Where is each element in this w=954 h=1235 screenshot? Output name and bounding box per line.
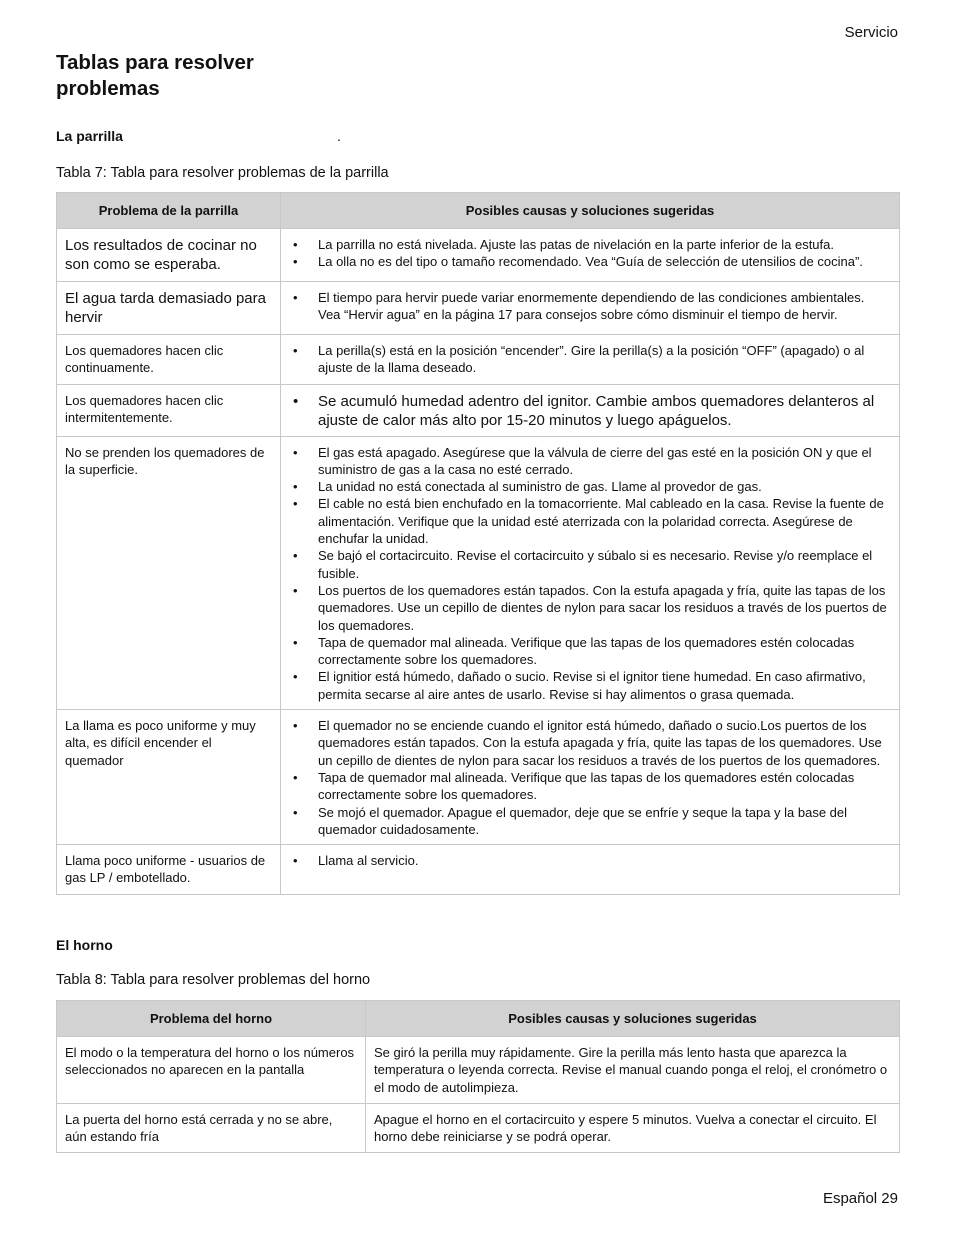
problem-cell: El modo o la temperatura del horno o los números seleccionados no aparecen en la pantalla [57, 1037, 366, 1104]
solutions-cell [281, 845, 900, 895]
table-row [57, 1103, 900, 1153]
table-row [57, 282, 900, 335]
solution-item: • Tapa de quemador mal alineada. Verifique que las tapas de los quemadores estén colocadas correctamente sobre los quemadores. [293, 634, 889, 669]
grill-table-caption: Tabla 7: Tabla para resolver problemas de la parrilla [56, 165, 389, 181]
column-header-problem: Problema del horno [57, 1001, 366, 1037]
solutions-cell [281, 335, 900, 385]
solution-item: • El cable no está bien enchufado en la tomacorriente. Mal cableado en la casa. Revise la fuente de alimentación. Verifique que la unidad esté aterrizada con la polaridad correcta. Asegúrese de enchufar la unidad. [293, 495, 889, 547]
column-header-solutions: Posibles causas y soluciones sugeridas [366, 1001, 900, 1037]
grill-troubleshooting-table [56, 192, 900, 895]
solution-item: • Se mojó el quemador. Apague el quemador, deje que se enfríe y seque la tapa y la base del quemador cuidadosamente. [293, 804, 889, 839]
solution-item: • La olla no es del tipo o tamaño recomendado. Vea “Guía de selección de utensilios de cocina”. [293, 253, 889, 270]
problem-cell: Los quemadores hacen clic intermitentemente. [57, 384, 281, 436]
solution-item: • La parrilla no está nivelada. Ajuste las patas de nivelación en la parte inferior de la estufa. [293, 236, 889, 253]
table-row [57, 845, 900, 895]
solution-item: • Los puertos de los quemadores están tapados. Con la estufa apagada y fría, quite las tapas de los quemadores. Use un cepillo de dientes de nylon para sacar los residuos a través de los puertos de los quemadores. [293, 582, 889, 634]
table-row [57, 229, 900, 282]
problem-cell: Los resultados de cocinar no son como se esperaba. [57, 229, 281, 282]
solutions-cell [281, 710, 900, 845]
solutions-cell [281, 436, 900, 709]
stray-mark: . [337, 128, 341, 144]
table-header-row [57, 193, 900, 229]
solutions-cell [281, 282, 900, 335]
problem-cell: No se prenden los quemadores de la superficie. [57, 436, 281, 709]
problem-cell: El agua tarda demasiado para hervir [57, 282, 281, 335]
solutions-cell [281, 384, 900, 436]
problem-cell: La llama es poco uniforme y muy alta, es difícil encender el quemador [57, 710, 281, 845]
solution-item: • Tapa de quemador mal alineada. Verifique que las tapas de los quemadores estén colocadas correctamente sobre los quemadores. [293, 769, 889, 804]
solution-item: • El gas está apagado. Asegúrese que la válvula de cierre del gas esté en la posición ON y que el suministro de gas a la casa no esté cerrado. [293, 444, 889, 479]
column-header-problem: Problema de la parrilla [57, 193, 281, 229]
oven-section-heading: El horno [56, 937, 113, 953]
solutions-cell [281, 229, 900, 282]
problem-cell: Los quemadores hacen clic continuamente. [57, 335, 281, 385]
solution-item: • Se acumuló humedad adentro del ignitor. Cambie ambos quemadores delanteros al ajuste de calor más alto por 15-20 minutos y luego apáguelos. [293, 392, 889, 430]
oven-table-caption: Tabla 8: Tabla para resolver problemas del horno [56, 972, 371, 988]
table-row [57, 384, 900, 436]
table-row [57, 1037, 900, 1104]
solution-item: • Llama al servicio. [293, 852, 889, 869]
solution-item: • El tiempo para hervir puede variar enormemente dependiendo de las condiciones ambientales. Vea “Hervir agua” en la página 17 para consejos sobre cómo disminuir el tiempo de hervir. [293, 289, 889, 324]
table-row [57, 710, 900, 845]
solution-item: • La unidad no está conectada al suministro de gas. Llame al provedor de gas. [293, 478, 889, 495]
solution-cell: Se giró la perilla muy rápidamente. Gire la perilla más lento hasta que aparezca la temperatura o leyenda correcta. Revise el manual cuando ponga el reloj, el cronómetro o el modo de autolimpieza. [366, 1037, 900, 1104]
table-row [57, 335, 900, 385]
oven-troubleshooting-table [56, 1000, 900, 1153]
grill-section-heading: La parrilla [56, 128, 123, 144]
page-title: Tablas para resolver problemas [56, 51, 254, 100]
solution-item: • El quemador no se enciende cuando el ignitor está húmedo, dañado o sucio.Los puertos de los quemadores están tapados. Con la estufa apagada y fría, quite las tapas de los quemadores. Use un cepillo de dientes de nylon para sacar los residuos a través de los puertos de los quemadores. [293, 717, 889, 769]
solution-item: • Se bajó el cortacircuito. Revise el cortacircuito y súbalo si es necesario. Revise y/o reemplace el fusible. [293, 547, 889, 582]
table-header-row [57, 1001, 900, 1037]
page-number: Español 29 [822, 1190, 898, 1207]
column-header-solutions: Posibles causas y soluciones sugeridas [281, 193, 900, 229]
running-header: Servicio [844, 24, 898, 41]
problem-cell: La puerta del horno está cerrada y no se abre, aún estando fría [57, 1103, 366, 1153]
table-row [57, 436, 900, 709]
solution-cell: Apague el horno en el cortacircuito y espere 5 minutos. Vuelva a conectar el circuito. El horno debe reiniciarse y se podrá operar. [366, 1103, 900, 1153]
solution-item: • La perilla(s) está en la posición “encender”. Gire la perilla(s) a la posición “OFF” (apagado) o al ajuste de la llama deseado. [293, 342, 889, 377]
problem-cell: Llama poco uniforme - usuarios de gas LP / embotellado. [57, 845, 281, 895]
solution-item: • El ignitior está húmedo, dañado o sucio. Revise si el ignitor tiene humedad. En caso afirmativo, permita secarse al aire antes de usarlo. Revise si hay alimentos o grasa quemada. [293, 668, 889, 703]
